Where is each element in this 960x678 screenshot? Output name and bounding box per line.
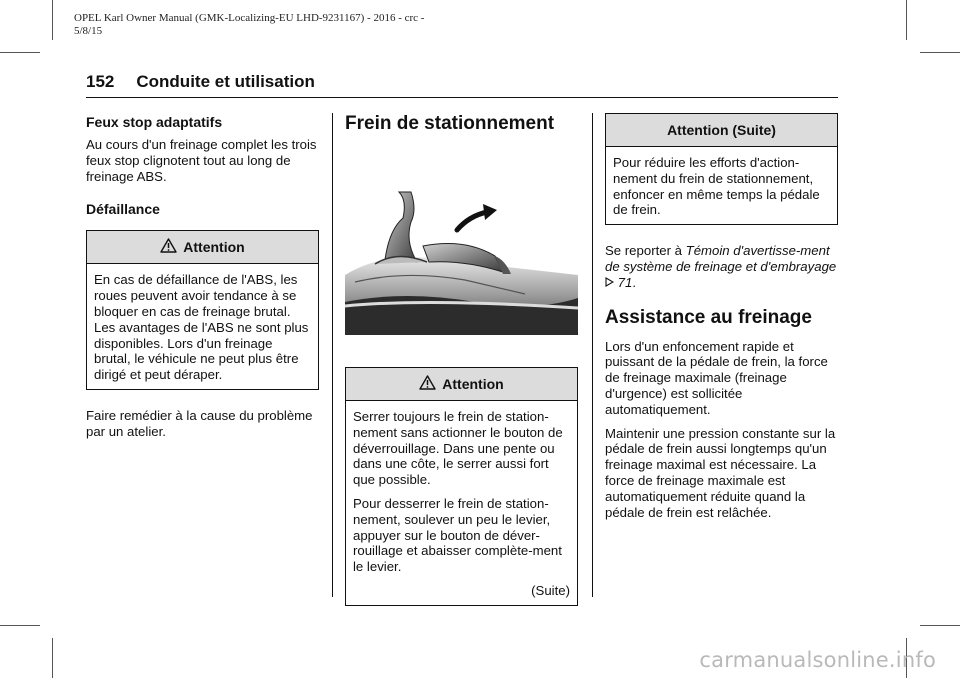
continued-label: (Suite)	[531, 582, 570, 598]
paragraph: Au cours d'un freinage complet les trois feux stop clignotent tout au long de freinage ABS.	[86, 137, 317, 184]
warning-header	[606, 114, 837, 147]
warning-box	[86, 230, 319, 390]
crop-mark	[0, 52, 40, 53]
crop-mark	[906, 0, 907, 40]
warning-triangle-icon	[160, 238, 177, 256]
heading-parking-brake: Frein de stationnement	[345, 113, 555, 134]
warning-header	[346, 368, 577, 401]
warning-title: Attention	[183, 239, 245, 256]
warning-box	[345, 367, 578, 606]
crop-mark	[920, 52, 960, 53]
warning-box	[605, 113, 838, 225]
cross-reference	[605, 243, 838, 290]
paragraph: Lors d'un enfoncement rapide et puissant de la pédale de frein, la force de freinage maximale (freinage d'urgence) est sollicitée automatiquement.	[605, 338, 828, 417]
warning-title: Attention (Suite)	[667, 122, 776, 138]
crop-mark	[52, 638, 53, 678]
print-meta-line1: OPEL Karl Owner Manual (GMK-Localizing-EU LHD-9231167) - 2016 - crc -	[74, 12, 425, 24]
warning-triangle-icon	[419, 375, 436, 393]
page-number: 152	[86, 72, 115, 91]
warning-text: Pour réduire les efforts d'action-nement du frein de stationnement, enfoncer en même temps la pédale de frein.	[613, 155, 820, 218]
warning-body	[87, 264, 318, 389]
crop-mark	[920, 625, 960, 626]
warning-header	[87, 231, 318, 264]
reference-suffix: .	[632, 274, 637, 290]
warning-body	[346, 401, 577, 605]
print-meta-line2: 5/8/15	[74, 25, 103, 37]
reference-page[interactable]: 71	[617, 274, 633, 290]
warning-body	[606, 147, 837, 224]
warning-title: Attention	[442, 376, 504, 392]
warning-text: En cas de défaillance de l'ABS, les roues peuvent avoir tendance à se bloquer en cas de freinage brutal. Les avantages de l'ABS ne sont plus disponibles. Lors d'un freinage brutal, le véhicule ne peut plus être dirigé et peut déraper.	[94, 272, 309, 383]
page-reference-icon	[605, 275, 618, 290]
warning-text: Serrer toujours le frein de station-nement sans actionner le bouton de déverrouillage. Dans une pente ou dans une côte, le serrer aussi fort que possible.	[353, 409, 563, 488]
column-divider	[592, 113, 593, 597]
heading-adaptive-brake-lights: Feux stop adaptatifs	[86, 114, 223, 130]
crop-mark	[0, 625, 40, 626]
watermark: carmanualsonline.info	[699, 648, 936, 672]
heading-brake-assist: Assistance au freinage	[605, 306, 812, 328]
print-meta	[74, 12, 424, 38]
header-rule	[86, 97, 838, 98]
column-3	[605, 113, 838, 520]
section-title: Conduite et utilisation	[136, 72, 315, 91]
column-2	[345, 113, 578, 606]
parking-brake-illustration	[345, 190, 578, 335]
page-header	[86, 72, 315, 92]
paragraph: Maintenir une pression constante sur la pédale de frein aussi longtemps qu'un freinage maximal est nécessaire. La force de freinage maximale est automatiquement réduite quand la pédale de frein est relâchée.	[605, 425, 836, 520]
heading-failure: Défaillance	[86, 201, 160, 218]
warning-text: Pour desserrer le frein de station-nement, soulever un peu le levier, appuyer sur le bouton de déver-rouillage et abaisser complète-ment le levier.	[353, 495, 562, 575]
crop-mark	[52, 0, 53, 40]
column-1	[86, 113, 319, 440]
reference-link[interactable]: Témoin d'avertisse-ment de système de freinage et d'embrayage	[605, 243, 837, 274]
paragraph: Faire remédier à la cause du problème par un atelier.	[86, 407, 313, 439]
column-divider	[332, 113, 333, 597]
reference-prefix: Se reporter à	[605, 243, 686, 259]
